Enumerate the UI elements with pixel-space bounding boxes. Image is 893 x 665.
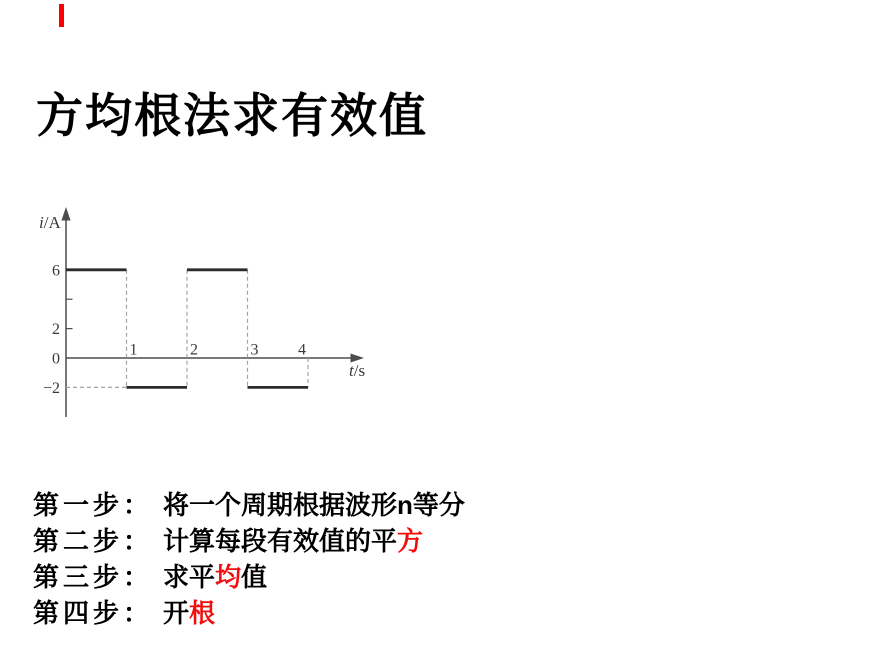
step-text-highlight: 根 [189,598,216,628]
step-line [33,523,465,559]
step-text: 开 [163,598,190,628]
x-tick-label: 3 [250,341,259,359]
square-wave-chart-svg [32,198,382,426]
step-text: 将一个周期根据波形n等分 [163,490,465,520]
step-line [33,487,465,523]
step-text-highlight: 均 [215,562,242,592]
square-wave-chart [32,198,382,426]
x-tick-label: 1 [129,341,138,359]
y-tick-label: 6 [52,262,60,280]
steps-list [33,487,465,631]
y-axis-label: i/A [39,213,61,232]
step-text: 求平 [163,562,216,592]
step-text: 值 [241,562,268,592]
step-prefix: 第二步： [33,526,154,556]
y-tick-label: 0 [52,350,60,368]
step-prefix: 第四步： [33,598,154,628]
accent-bar [59,4,64,27]
step-prefix: 第一步： [33,490,154,520]
y-tick-label: 2 [52,321,60,339]
y-axis-arrow-icon [61,207,70,221]
page-title: 方均根法求有效值 [36,89,428,143]
step-line [33,559,465,595]
step-text-highlight: 方 [397,526,424,556]
x-tick-label: 4 [298,341,306,359]
y-tick-label: −2 [42,379,60,397]
step-prefix: 第三步： [33,562,154,592]
step-text: 计算每段有效值的平 [163,526,398,556]
step-line [33,595,465,631]
x-axis-label: t/s [349,361,366,380]
x-tick-label: 2 [190,341,198,359]
